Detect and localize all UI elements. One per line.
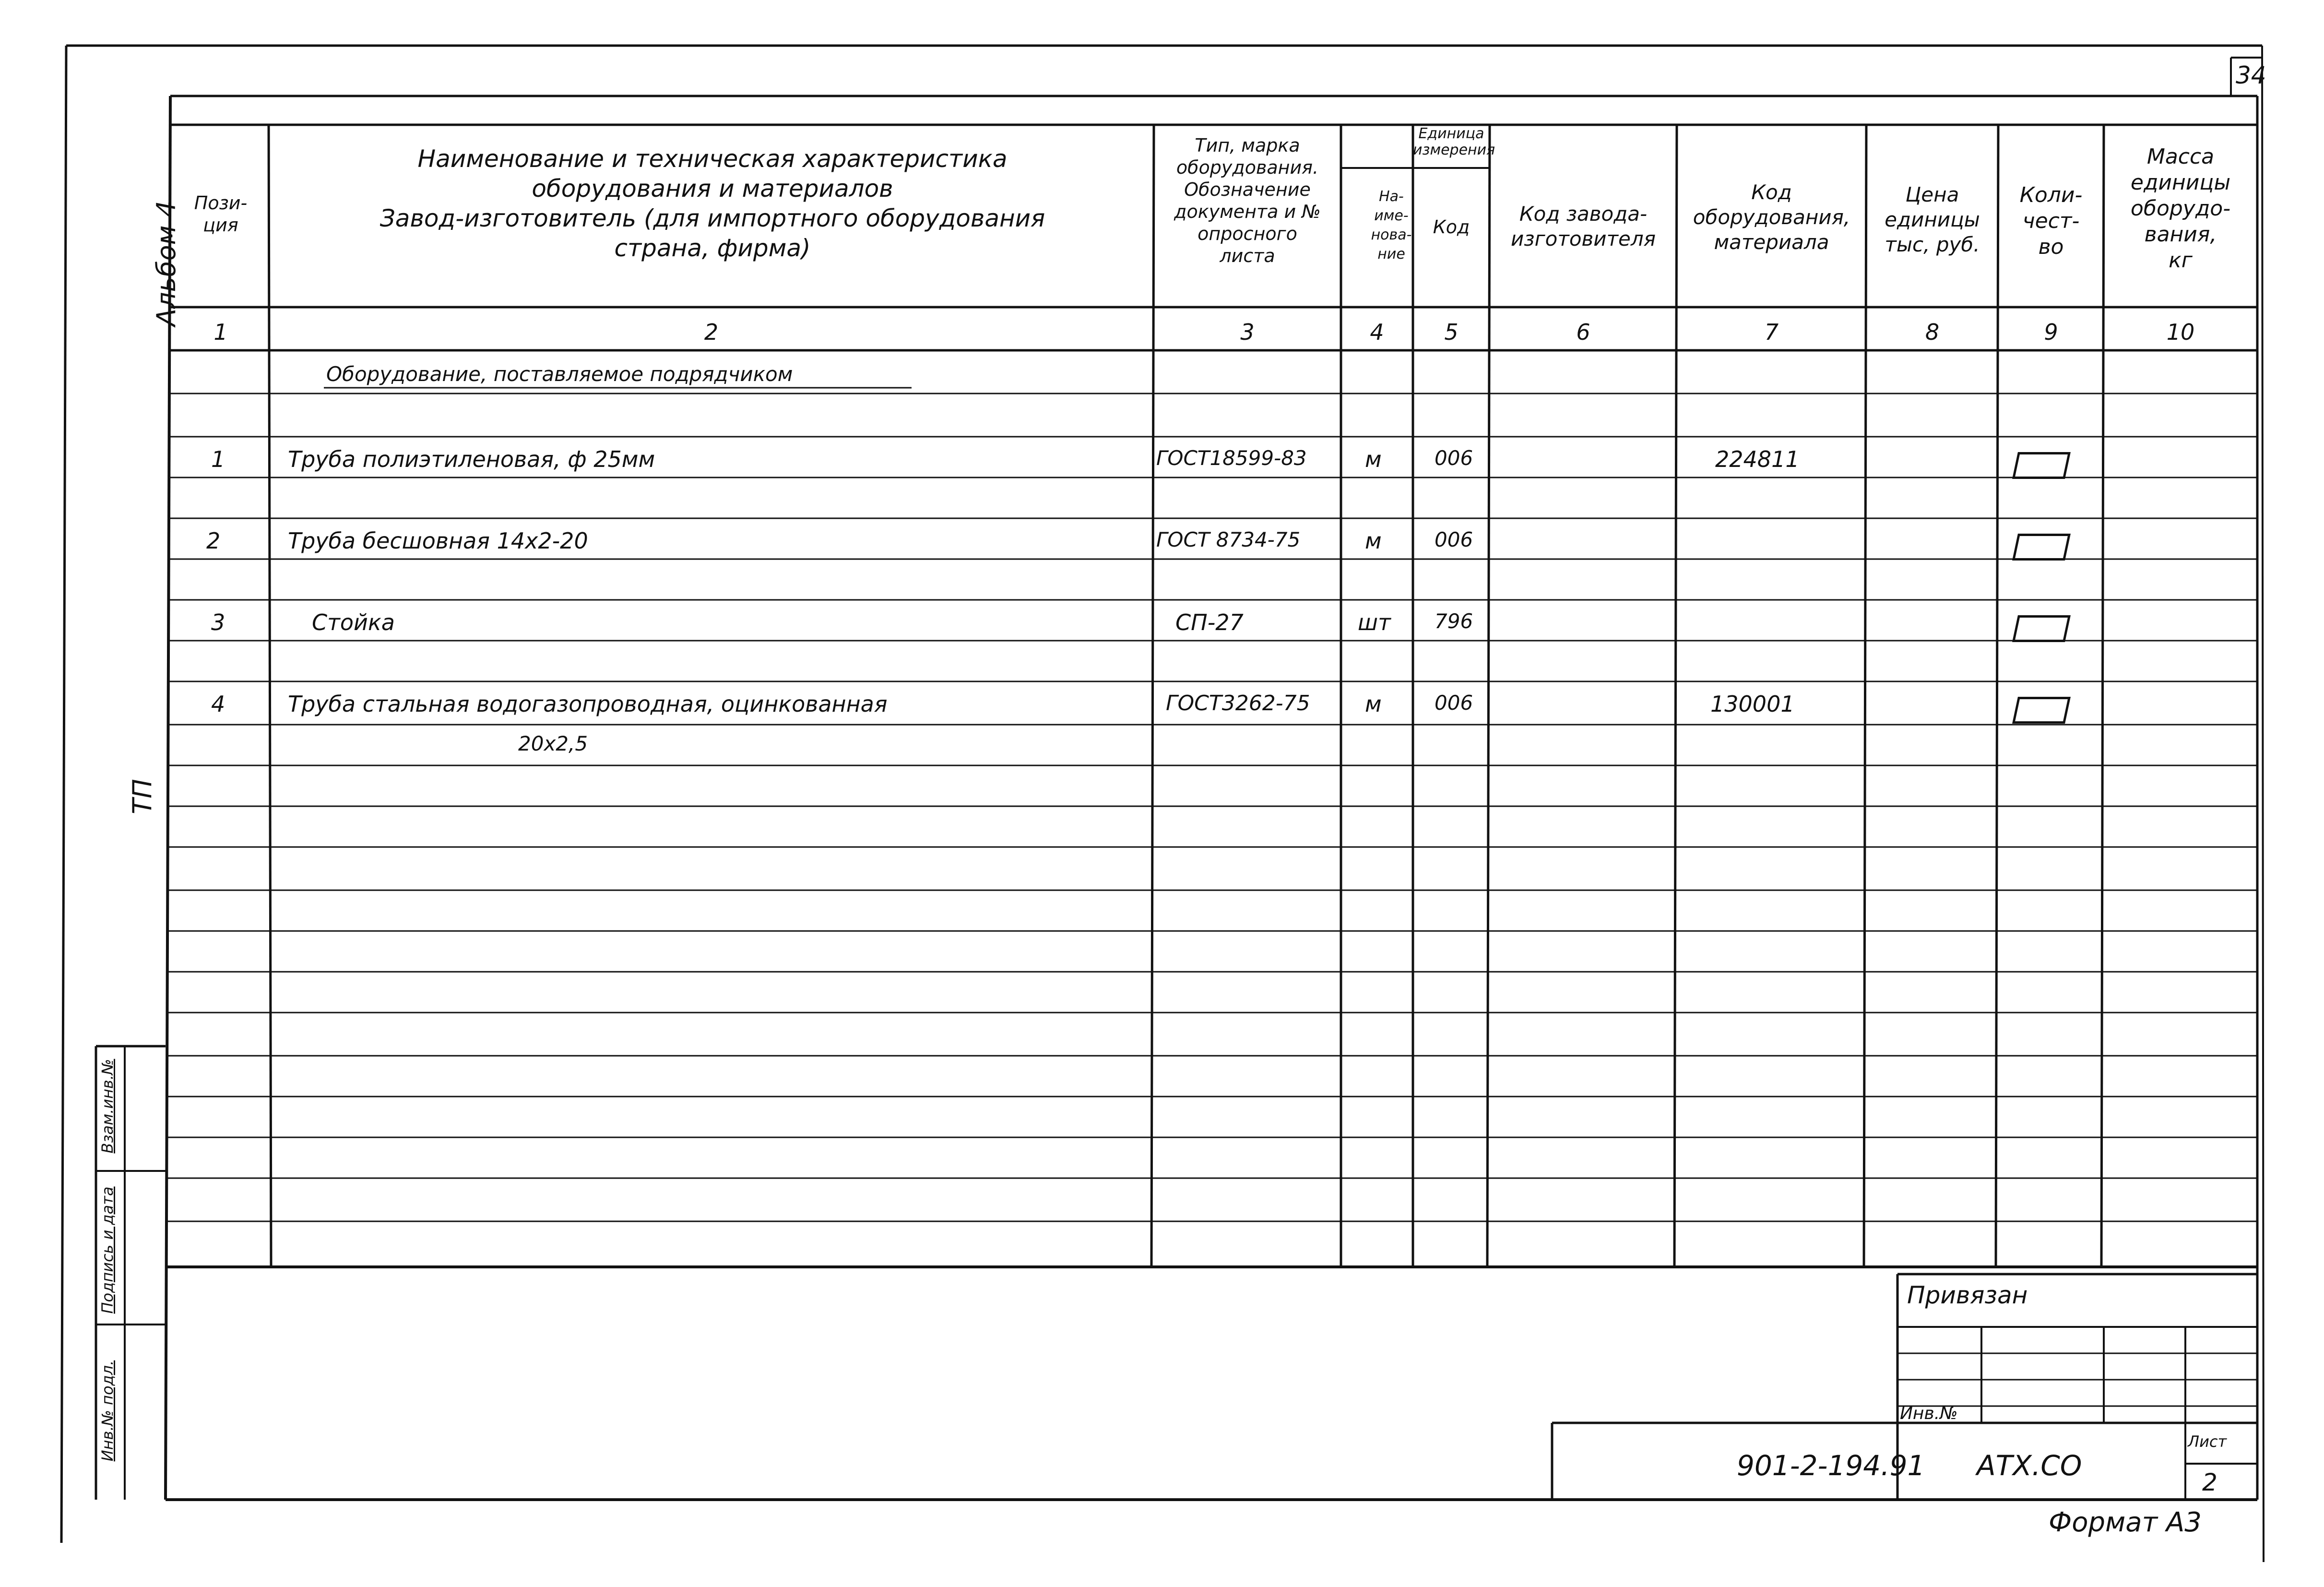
title-block-inventory-no: Инв.№ (1900, 1404, 1958, 1423)
row-3-type: СП-27 (1175, 609, 1244, 635)
row-4-quantity-box (2012, 697, 2071, 724)
header-mass: Масса единицы оборудо- вания, кг (2130, 144, 2231, 273)
header-maker-code: Код завода- изготовителя (1510, 202, 1656, 251)
title-block-document-mark: АТХ.СО (1977, 1449, 2082, 1482)
header-price: Цена единицы тыс, руб. (1885, 183, 1980, 256)
col-number-8: 8 (1925, 319, 1940, 345)
row-2-unit-code: 006 (1435, 528, 1473, 551)
row-1-unit: м (1365, 446, 1382, 472)
row-1-quantity-box (2012, 452, 2071, 479)
col-number-3: 3 (1240, 319, 1255, 345)
row-2-pos: 2 (206, 528, 221, 554)
col-number-9: 9 (2044, 319, 2058, 345)
row-3-quantity-box (2012, 615, 2071, 642)
corner-sheet-number: 34 (2236, 61, 2266, 89)
row-4-name-continued: 20x2,5 (518, 732, 588, 755)
row-1-equipment-code: 224811 (1715, 446, 1800, 472)
header-quantity: Коли- чест- во (2019, 183, 2083, 259)
row-1-name: Труба полиэтиленовая, ф 25мм (288, 446, 655, 472)
header-type: Тип, марка оборудования. Обозначение документа и № опросного листа (1174, 135, 1321, 266)
row-1-type: ГОСТ18599-83 (1156, 446, 1307, 470)
col-number-4: 4 (1370, 319, 1384, 345)
title-block-attached: Привязан (1907, 1281, 2028, 1309)
row-2-unit: м (1365, 528, 1382, 554)
header-unit-code: Код (1433, 216, 1470, 238)
col-number-1: 1 (213, 319, 228, 345)
row-1-pos: 1 (211, 446, 225, 472)
col-number-2: 2 (704, 319, 719, 345)
header-unit-group: Единица измерения (1413, 125, 1495, 158)
row-4-unit-code: 006 (1435, 691, 1473, 715)
header-position: Пози- ция (194, 192, 248, 236)
row-4-pos: 4 (211, 691, 225, 717)
row-3-unit: шт (1358, 609, 1391, 635)
row-4-type: ГОСТ3262-75 (1166, 691, 1310, 716)
header-equipment-code: Код оборудования, материала (1693, 180, 1850, 254)
row-2-quantity-box (2012, 534, 2071, 561)
col-number-5: 5 (1444, 319, 1458, 345)
header-name: Наименование и техническая характеристика оборудования и материалов Завод-изготовитель (для импортного оборудования страна, фирма) (379, 145, 1045, 262)
row-3-unit-code: 796 (1435, 609, 1473, 633)
stamp-original-inv: Инв.№ подл. (98, 1360, 117, 1462)
album-label: Альбом 4 (151, 201, 181, 326)
row-3-pos: 3 (211, 609, 225, 635)
row-2-type: ГОСТ 8734-75 (1156, 528, 1301, 551)
row-1-unit-code: 006 (1435, 446, 1473, 470)
row-3-name: Стойка (312, 609, 395, 635)
section-title: Оборудование, поставляемое подрядчиком (326, 362, 793, 386)
row-4-name: Труба стальная водогазопроводная, оцинкованная (288, 691, 888, 717)
row-2-name: Труба бесшовная 14х2-20 (288, 528, 588, 554)
col-number-7: 7 (1764, 319, 1779, 345)
col-number-10: 10 (2166, 319, 2195, 345)
part-label: ТП (127, 779, 157, 814)
paper-format: Формат А3 (2049, 1507, 2202, 1538)
header-unit-name: На- име- нова- ние (1371, 188, 1412, 263)
title-block-sheet-label: Лист (2188, 1432, 2227, 1451)
stamp-signature-date: Подпись и дата (98, 1186, 117, 1314)
row-4-equipment-code: 130001 (1710, 691, 1795, 717)
stamp-replaced-inv: Взам.инв.№ (98, 1059, 117, 1154)
row-4-unit: м (1365, 691, 1382, 717)
title-block-document-code: 901-2-194.91 (1737, 1449, 1925, 1482)
col-number-6: 6 (1576, 319, 1590, 345)
title-block-sheet-number: 2 (2202, 1468, 2217, 1496)
